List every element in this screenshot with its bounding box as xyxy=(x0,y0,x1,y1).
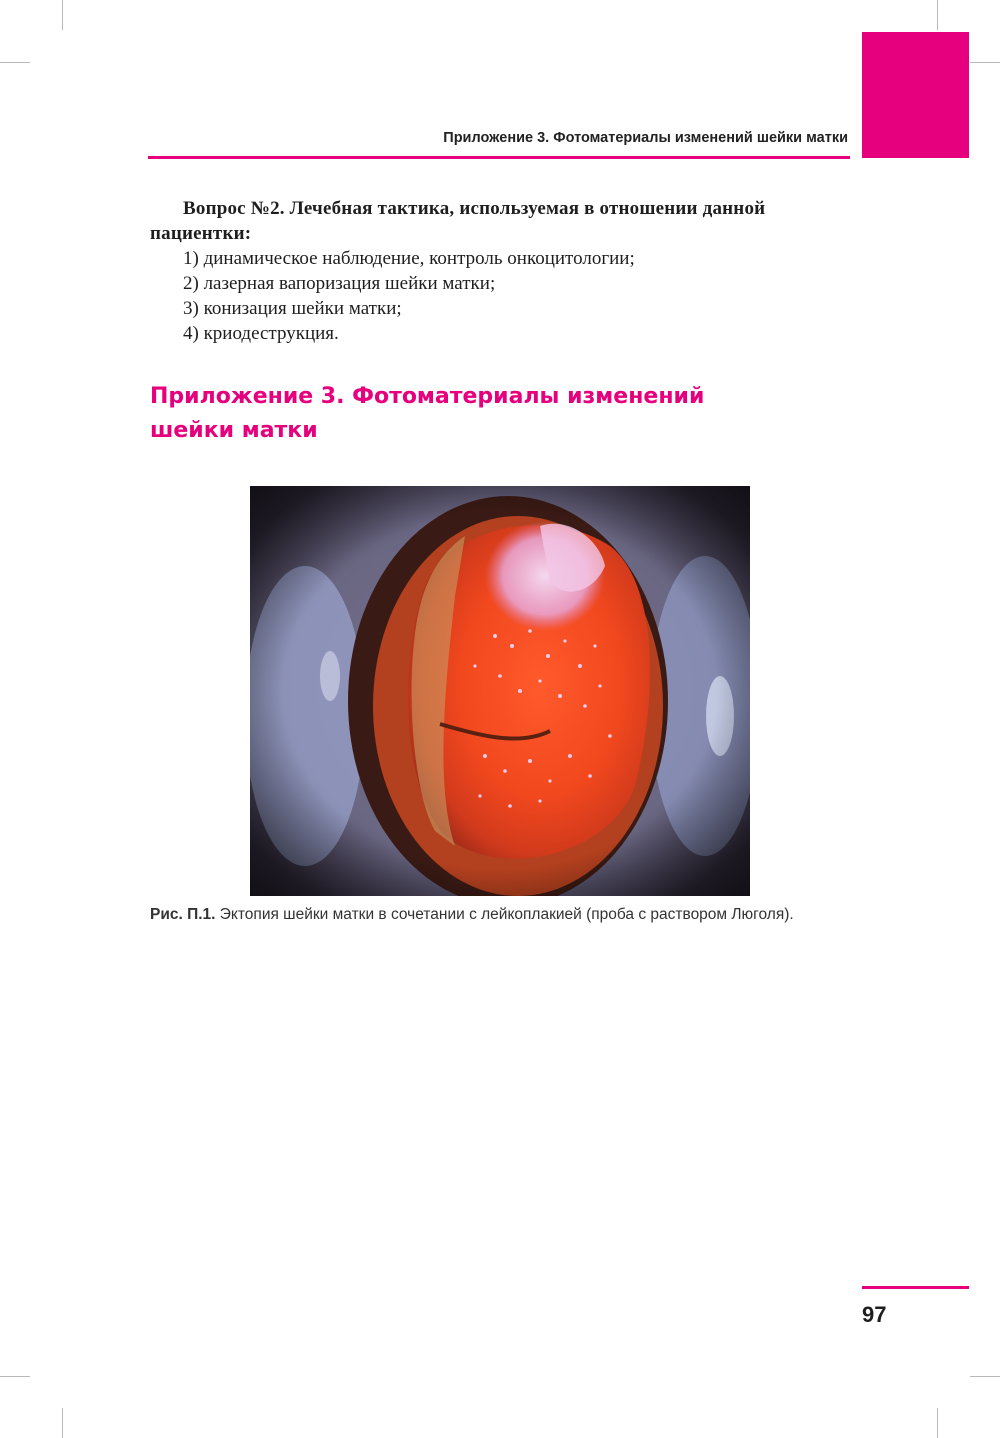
section-title xyxy=(150,380,850,448)
answer-option: 1) динамическое наблюдение, контроль онкоцитологии; xyxy=(183,248,635,269)
answer-option: 3) конизация шейки матки; xyxy=(183,298,402,319)
question-block xyxy=(150,196,850,346)
running-head: Приложение 3. Фотоматериалы изменений шейки матки xyxy=(443,130,848,146)
footer-rule xyxy=(862,1286,969,1289)
colposcopy-photo xyxy=(250,486,750,896)
crop-mark xyxy=(0,1376,30,1377)
figure-caption xyxy=(150,904,850,926)
crop-mark xyxy=(937,1408,938,1438)
crop-mark xyxy=(62,1408,63,1438)
caption-label: Рис. П.1. xyxy=(150,906,216,923)
crop-mark xyxy=(62,0,63,30)
section-title-line: Приложение 3. Фотоматериалы изменений xyxy=(150,384,705,409)
chapter-tab xyxy=(862,32,969,158)
crop-mark xyxy=(937,0,938,30)
answer-option: 4) криодеструкция. xyxy=(183,323,339,344)
page-number: 97 xyxy=(862,1302,887,1327)
answer-option: 2) лазерная вапоризация шейки матки; xyxy=(183,273,496,294)
header-rule xyxy=(148,156,850,159)
crop-mark xyxy=(970,1376,1000,1377)
caption-text: Эктопия шейки матки в сочетании с лейкоплакией (проба с раствором Люголя). xyxy=(215,906,794,923)
crop-mark xyxy=(0,62,30,63)
crop-mark xyxy=(970,62,1000,63)
section-title-line: шейки матки xyxy=(150,418,318,443)
question-title: Вопрос №2. Лечебная тактика, используемая в отношении данной пациентки: xyxy=(150,198,766,244)
